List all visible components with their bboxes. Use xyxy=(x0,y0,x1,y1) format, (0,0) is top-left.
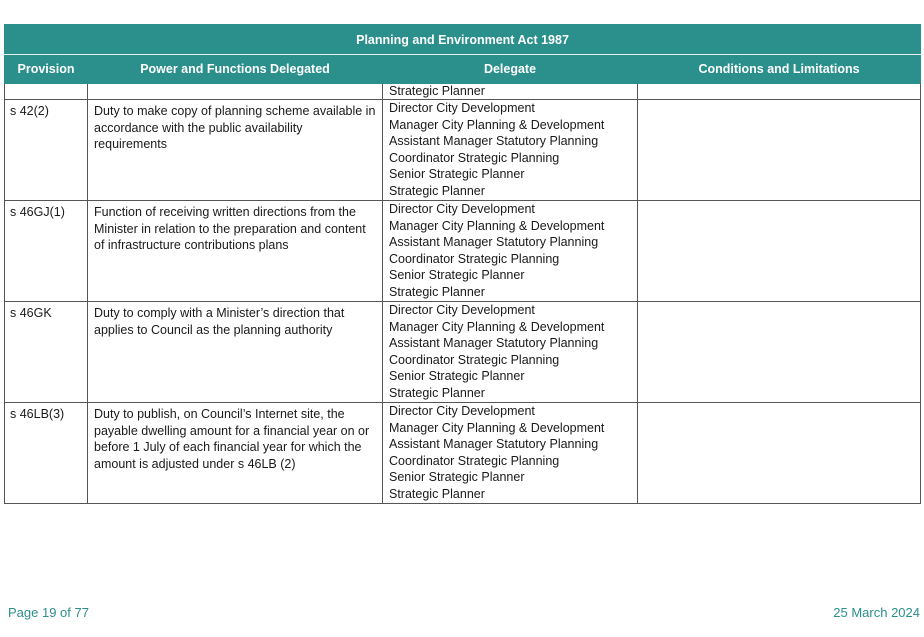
delegate-line: Director City Development xyxy=(389,303,535,317)
conditions-cell xyxy=(638,201,921,302)
table-row xyxy=(5,100,921,201)
provision-cell: s 42(2) xyxy=(5,100,88,201)
delegate-line: Director City Development xyxy=(389,404,535,418)
delegate-line: Senior Strategic Planner xyxy=(389,369,525,384)
continuation-row xyxy=(5,84,921,100)
delegate-line: Strategic Planner xyxy=(389,385,485,400)
table-row xyxy=(5,302,921,403)
delegate-line: Assistant Manager Statutory Planning xyxy=(389,336,599,351)
delegate-line: Manager City Planning & Development xyxy=(389,319,605,334)
header-provision: Provision xyxy=(5,55,88,84)
delegate-line: Coordinator Strategic Planning xyxy=(389,453,560,468)
delegate-cell xyxy=(383,403,638,504)
table-row xyxy=(5,403,921,504)
table-row xyxy=(5,201,921,302)
delegate-line: Manager City Planning & Development xyxy=(389,420,605,435)
delegate-line: Senior Strategic Planner xyxy=(389,470,525,485)
header-power: Power and Functions Delegated xyxy=(88,55,383,84)
power-cell: Duty to make copy of planning scheme available in accordance with the public availability requirements xyxy=(88,100,383,201)
provision-cell: s 46LB(3) xyxy=(5,403,88,504)
conditions-cell xyxy=(638,302,921,403)
table-header-row xyxy=(5,55,921,84)
conditions-cell xyxy=(638,84,921,100)
power-cell: Duty to publish, on Council’s Internet site, the payable dwelling amount for a financial year on or before 1 July of each financial year for which the amount is adjusted under s 46LB (2) xyxy=(88,403,383,504)
delegate-line: Strategic Planner xyxy=(389,183,485,198)
delegate-line: Assistant Manager Statutory Planning xyxy=(389,437,599,452)
delegate-line: Coordinator Strategic Planning xyxy=(389,352,560,367)
power-cell xyxy=(88,84,383,100)
provision-cell: s 46GK xyxy=(5,302,88,403)
delegate-line: Assistant Manager Statutory Planning xyxy=(389,134,599,149)
delegate-line: Strategic Planner xyxy=(389,284,485,299)
delegate-cell xyxy=(383,100,638,201)
delegate-cell xyxy=(383,302,638,403)
delegate-line: Strategic Planner xyxy=(389,84,485,98)
table-title-row xyxy=(5,25,921,55)
header-delegate: Delegate xyxy=(383,55,638,84)
delegate-line: Senior Strategic Planner xyxy=(389,268,525,283)
table-title: Planning and Environment Act 1987 xyxy=(5,25,921,55)
delegate-cell xyxy=(383,84,638,100)
delegate-line: Strategic Planner xyxy=(389,486,485,501)
delegate-line: Manager City Planning & Development xyxy=(389,117,605,132)
provision-cell xyxy=(5,84,88,100)
delegate-line: Coordinator Strategic Planning xyxy=(389,150,560,165)
delegate-line: Director City Development xyxy=(389,202,535,216)
delegation-table xyxy=(4,24,921,504)
delegate-line: Assistant Manager Statutory Planning xyxy=(389,235,599,250)
conditions-cell xyxy=(638,403,921,504)
delegate-cell xyxy=(383,201,638,302)
delegate-line: Coordinator Strategic Planning xyxy=(389,251,560,266)
delegate-line: Director City Development xyxy=(389,101,535,115)
delegate-line: Manager City Planning & Development xyxy=(389,218,605,233)
page-number: Page 19 of 77 xyxy=(8,605,89,620)
header-conditions: Conditions and Limitations xyxy=(638,55,921,84)
conditions-cell xyxy=(638,100,921,201)
document-date: 25 March 2024 xyxy=(833,605,920,620)
delegate-line: Senior Strategic Planner xyxy=(389,167,525,182)
power-cell: Duty to comply with a Minister’s direction that applies to Council as the planning authority xyxy=(88,302,383,403)
provision-cell: s 46GJ(1) xyxy=(5,201,88,302)
power-cell: Function of receiving written directions from the Minister in relation to the preparation and content of infrastructure contributions plans xyxy=(88,201,383,302)
